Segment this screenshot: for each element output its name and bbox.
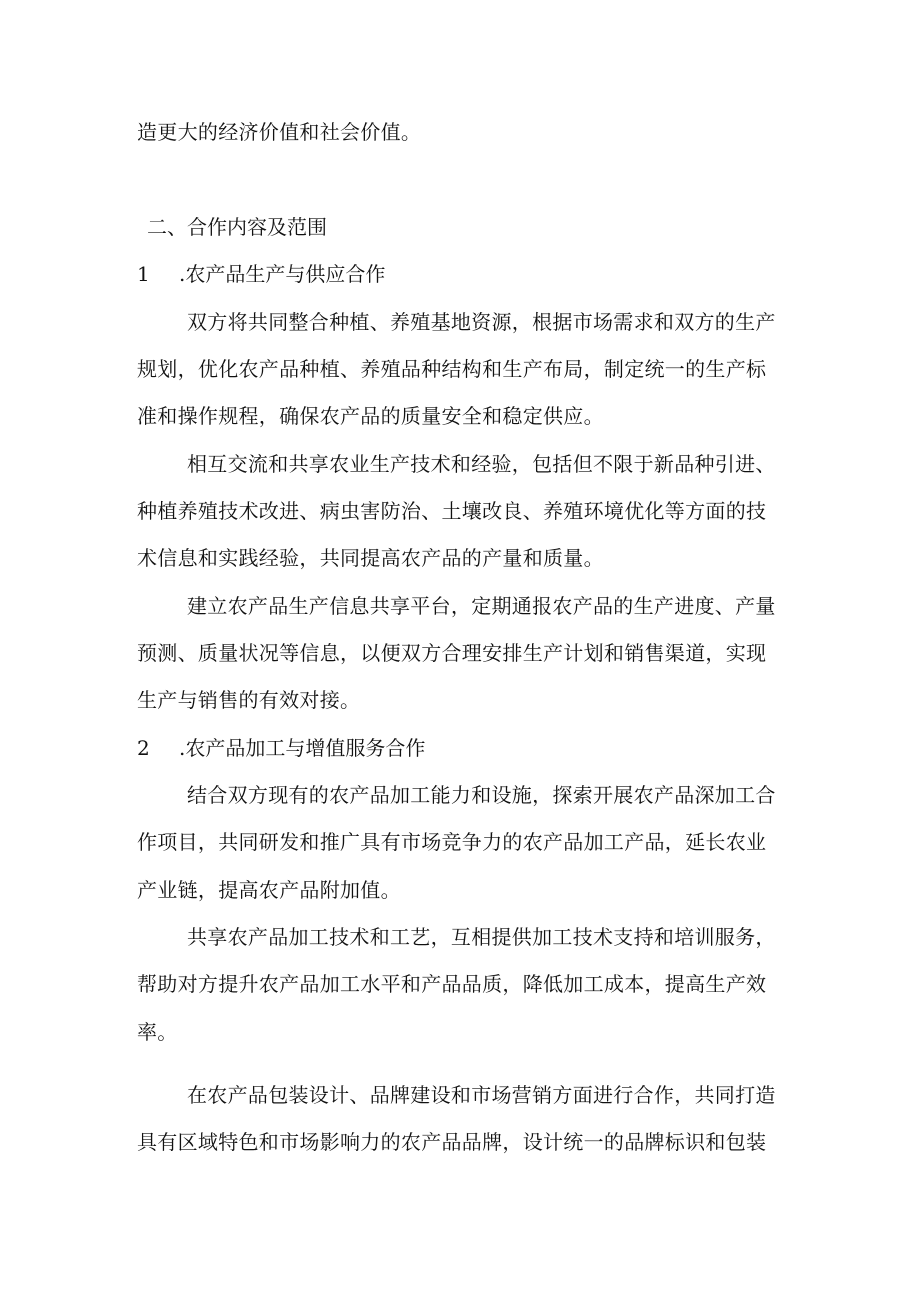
paragraph-line: 帮助对方提升农产品加工水平和产品品质，降低加工成本，提高生产效 (137, 972, 767, 996)
paragraph-line: 双方将共同整合种植、养殖基地资源，根据市场需求和双方的生产 (187, 310, 776, 334)
paragraph-line: 相互交流和共享农业生产技术和经验，包括但不限于新品种引进、 (187, 452, 776, 476)
subsection-1-number: 1 (137, 262, 150, 286)
paragraph-line: 共享农产品加工技术和工艺，互相提供加工技术支持和培训服务， (187, 925, 776, 949)
paragraph-line: 具有区域特色和市场影响力的农产品品牌，设计统一的品牌标识和包装 (137, 1130, 767, 1154)
subsection-2-title: .农产品加工与增值服务合作 (179, 736, 426, 760)
paragraph-line: 产业链，提高农产品附加值。 (137, 878, 401, 902)
paragraph-line: 准和操作规程，确保农产品的质量安全和稳定供应。 (137, 404, 604, 428)
intro-tail-line: 造更大的经济价值和社会价值。 (137, 120, 422, 144)
paragraph-line: 生产与销售的有效对接。 (137, 688, 361, 712)
paragraph-line: 术信息和实践经验，共同提高农产品的产量和质量。 (137, 546, 604, 570)
subsection-2-heading (137, 733, 425, 763)
paragraph-line: 预测、质量状况等信息，以便双方合理安排生产计划和销售渠道，实现 (137, 641, 767, 665)
paragraph-line: 在农产品包装设计、品牌建设和市场营销方面进行合作，共同打造 (187, 1083, 776, 1107)
subsection-1-heading (137, 259, 385, 289)
paragraph-line: 作项目，共同研发和推广具有市场竞争力的农产品加工产品，延长农业 (137, 830, 767, 854)
paragraph-line: 种植养殖技术改进、病虫害防治、土壤改良、养殖环境优化等方面的技 (137, 499, 767, 523)
subsection-2-number: 2 (137, 736, 150, 760)
paragraph-line: 结合双方现有的农产品加工能力和设施，探索开展农产品深加工合 (187, 783, 776, 807)
section-title: 二、合作内容及范围 (147, 215, 327, 239)
subsection-1-title: .农产品生产与供应合作 (179, 262, 386, 286)
paragraph-line: 规划，优化农产品种植、养殖品种结构和生产布局，制定统一的生产标 (137, 357, 767, 381)
paragraph-line: 建立农产品生产信息共享平台，定期通报农产品的生产进度、产量 (187, 594, 776, 618)
paragraph-line: 率。 (137, 1020, 178, 1044)
